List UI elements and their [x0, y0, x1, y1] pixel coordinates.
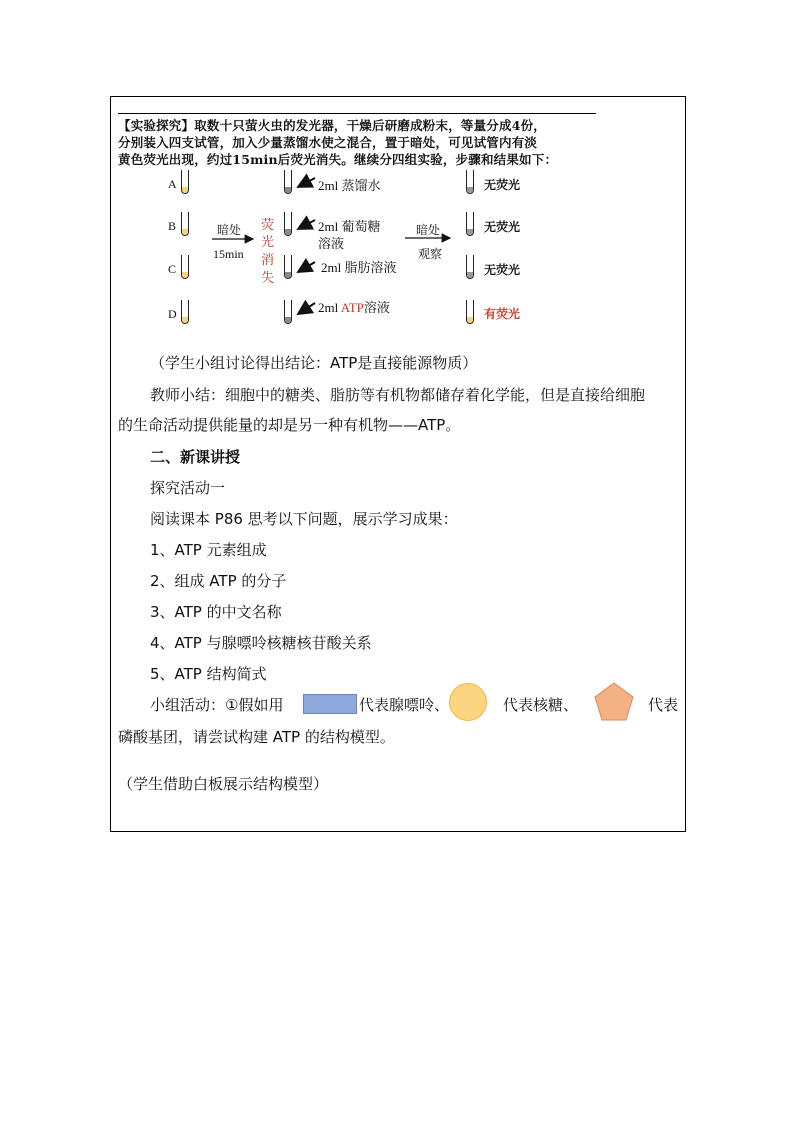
summary-line-1: 教师小结：细胞中的糖类、脂肪等有机物都储存着化学能，但是直接给细胞 [150, 386, 646, 404]
reading-instruction: 阅读课本 P86 思考以下问题，展示学习成果： [150, 510, 458, 528]
reagent-d-atp: ATP [340, 300, 364, 315]
experiment-line-2: 分别装入四支试管，加入少量蒸馏水使之混合，置于暗处，可见试管内有淡 [118, 135, 538, 150]
whiteboard-note: （学生借助白板展示结构模型） [118, 775, 329, 793]
pointer-arrow-a [298, 178, 315, 187]
summary-line-2: 的生命活动提供能量的却是另一种有机物——ATP。 [118, 416, 461, 434]
question-2: 2、组成 ATP 的分子 [150, 572, 287, 590]
activity-title: 探究活动一 [150, 479, 226, 497]
ribose-caption: 代表核糖、 [503, 696, 579, 714]
pentagon-phosphate-shape [595, 683, 633, 720]
experiment-line-1: 【实验探究】取数十只萤火虫的发光器，干燥后研磨成粉末，等量分成4份， [118, 118, 546, 133]
pointer-arrow-d [298, 303, 315, 314]
reagent-b-line2: 溶液 [318, 236, 345, 251]
question-4: 4、ATP 与腺嘌呤核糖核苷酸关系 [150, 634, 372, 652]
adenine-caption: 代表腺嘌呤、 [359, 696, 450, 714]
arrow1-bottom-label: 15min [213, 247, 244, 261]
result-d: 有荧光 [484, 307, 521, 321]
fluorescence-gone-char-1: 荧 [261, 217, 275, 232]
result-c: 无荧光 [484, 263, 521, 277]
arrow2-top-label: 暗处 [416, 223, 441, 237]
tube-label-d: D [168, 307, 177, 321]
circle-ribose-shape [449, 683, 487, 721]
group-activity-prefix: 小组活动：①假如用 [150, 696, 284, 714]
reagent-b-line1: 2ml 葡萄糖 [318, 219, 381, 234]
question-3: 3、ATP 的中文名称 [150, 603, 282, 621]
fluorescence-gone-char-2: 光 [261, 234, 275, 249]
fluorescence-gone-char-4: 失 [261, 270, 275, 285]
rectangle-adenine-shape [303, 694, 357, 714]
tube-label-c: C [168, 262, 177, 276]
conclusion-text: （学生小组讨论得出结论：ATP是直接能源物质） [150, 354, 478, 372]
pointer-arrow-b [298, 220, 315, 229]
experiment-line-3: 黄色荧光出现，约过15min后荧光消失。继续分四组实验，步骤和结果如下： [118, 152, 558, 167]
arrow1-top-label: 暗处 [217, 223, 242, 237]
result-a: 无荧光 [484, 178, 521, 192]
fluorescence-gone-char-3: 消 [261, 252, 275, 267]
tube-label-b: B [168, 219, 177, 233]
pointer-arrow-c [298, 262, 315, 272]
section-title: 二、新课讲授 [150, 448, 241, 466]
reagent-d-suffix: 溶液 [363, 300, 390, 315]
reagent-d-prefix: 2ml [318, 300, 341, 315]
group-activity-line-2: 磷酸基团，请尝试构建 ATP 的结构模型。 [118, 728, 395, 746]
arrow2-bottom-label: 观察 [418, 247, 443, 261]
question-1: 1、ATP 元素组成 [150, 541, 267, 559]
reagent-a: 2ml 蒸馏水 [318, 178, 381, 193]
phosphate-caption: 代表 [648, 696, 679, 714]
reagent-c: 2ml 脂肪溶液 [321, 260, 397, 275]
tube-label-a: A [168, 177, 177, 191]
question-5: 5、ATP 结构简式 [150, 665, 267, 683]
result-b: 无荧光 [484, 220, 521, 234]
